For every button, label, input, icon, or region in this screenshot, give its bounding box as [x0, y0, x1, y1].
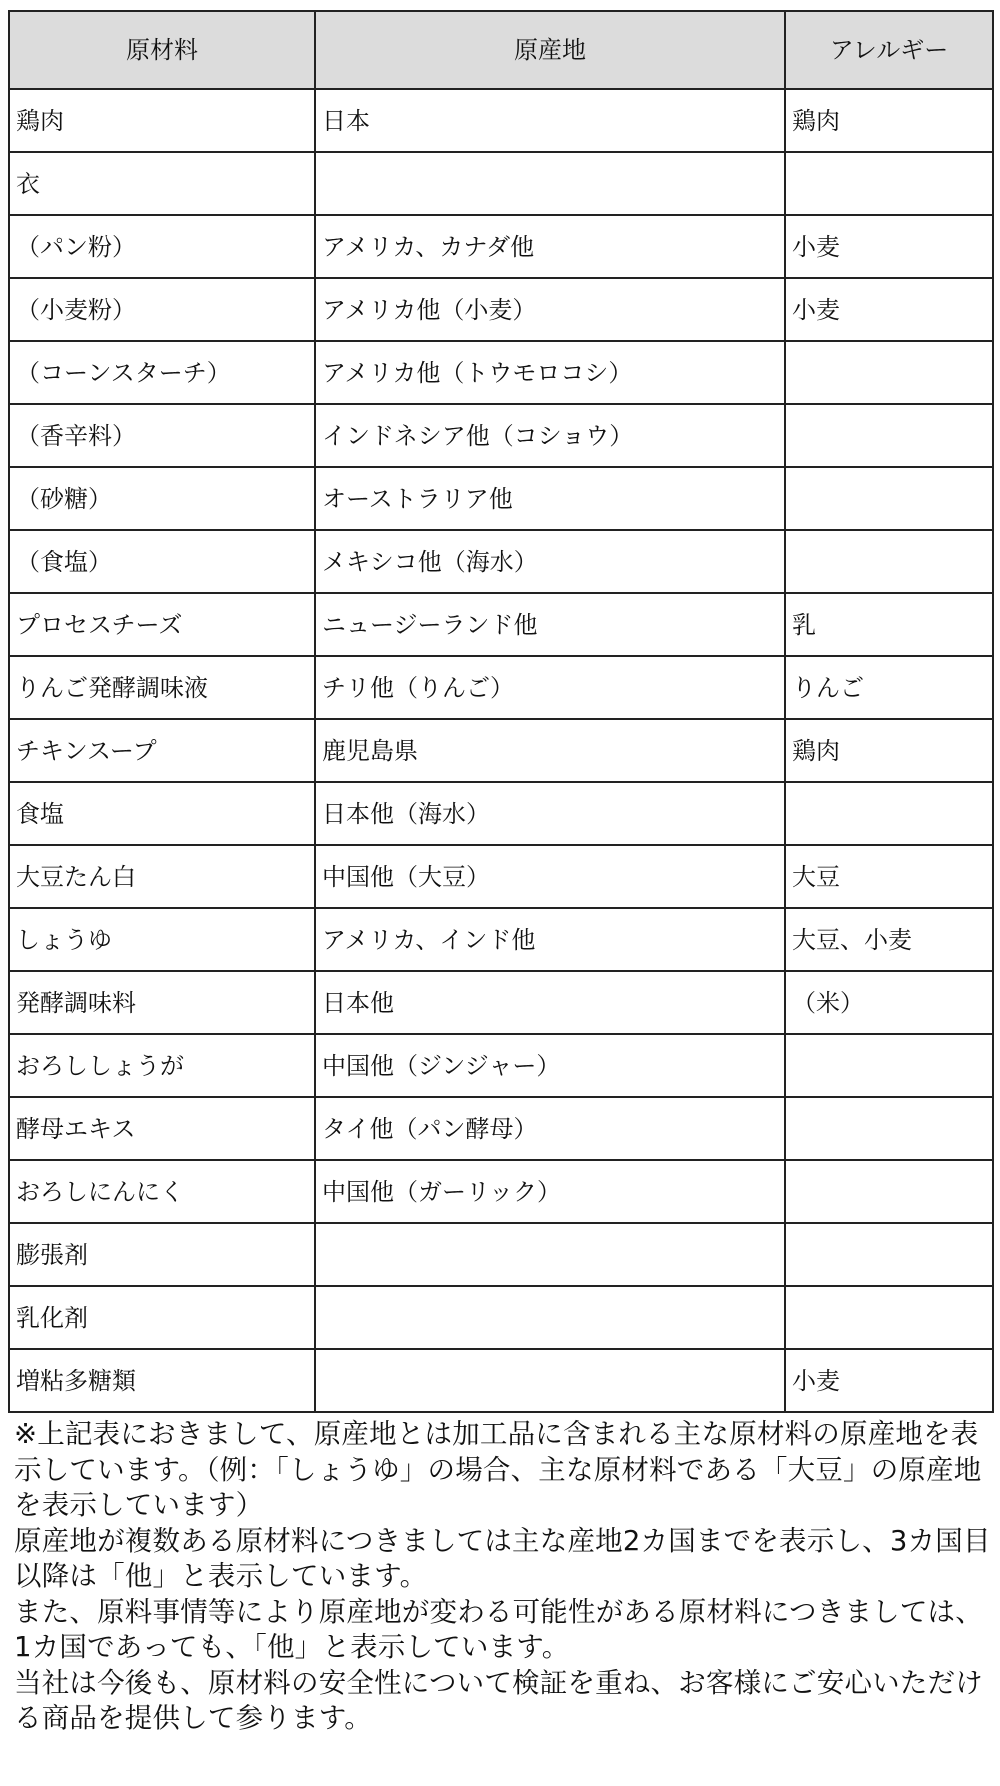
- table-row: [9, 152, 993, 215]
- origin-cell: アメリカ他（トウモロコシ）: [315, 341, 785, 404]
- ingredient-cell: おろししょうが: [9, 1034, 315, 1097]
- allergen-cell: [785, 341, 993, 404]
- note-paragraph: また、原料事情等により原産地が変わる可能性がある原材料につきましては、1カ国であっても、「他」と表示しています。: [14, 1595, 983, 1663]
- allergen-cell: 鶏肉: [785, 719, 993, 782]
- table-row: [9, 782, 993, 845]
- table-row: [9, 593, 993, 656]
- table-row: [9, 1034, 993, 1097]
- table-row: [9, 1160, 993, 1223]
- origin-cell: オーストラリア他: [315, 467, 785, 530]
- origin-cell: 鹿児島県: [315, 719, 785, 782]
- ingredient-cell: チキンスープ: [9, 719, 315, 782]
- origin-cell: 日本: [315, 89, 785, 152]
- ingredient-cell: 鶏肉: [9, 89, 315, 152]
- origin-cell: 中国他（大豆）: [315, 845, 785, 908]
- table-row: [9, 908, 993, 971]
- allergen-cell: 乳: [785, 593, 993, 656]
- ingredient-cell: 膨張剤: [9, 1223, 315, 1286]
- ingredient-cell: おろしにんにく: [9, 1160, 315, 1223]
- ingredient-origin-sheet: [8, 10, 992, 1737]
- allergen-cell: [785, 1034, 993, 1097]
- ingredient-cell: 乳化剤: [9, 1286, 315, 1349]
- ingredient-cell: 発酵調味料: [9, 971, 315, 1034]
- origin-cell: メキシコ他（海水）: [315, 530, 785, 593]
- ingredient-cell: しょうゆ: [9, 908, 315, 971]
- allergen-cell: [785, 530, 993, 593]
- header-ingredient: 原材料: [9, 11, 315, 89]
- ingredient-cell: （香辛料）: [9, 404, 315, 467]
- ingredient-cell: 増粘多糖類: [9, 1349, 315, 1412]
- allergen-cell: りんご: [785, 656, 993, 719]
- table-row: [9, 1349, 993, 1412]
- table-header-row: [9, 11, 993, 89]
- allergen-cell: （米）: [785, 971, 993, 1034]
- origin-cell: アメリカ他（小麦）: [315, 278, 785, 341]
- table-body: [9, 89, 993, 1412]
- allergen-cell: [785, 1160, 993, 1223]
- table-row: [9, 278, 993, 341]
- note-paragraph: 当社は今後も、原材料の安全性について検証を重ね、お客様にご安心いただける商品を提供して参ります。: [14, 1666, 983, 1734]
- allergen-cell: 大豆: [785, 845, 993, 908]
- allergen-cell: [785, 1097, 993, 1160]
- allergen-cell: [785, 1286, 993, 1349]
- origin-cell: アメリカ、カナダ他: [315, 215, 785, 278]
- allergen-cell: [785, 467, 993, 530]
- ingredient-origin-table: [8, 10, 994, 1413]
- allergen-cell: [785, 1223, 993, 1286]
- ingredient-cell: 衣: [9, 152, 315, 215]
- ingredient-cell: 大豆たん白: [9, 845, 315, 908]
- note-paragraph: ※上記表におきまして、原産地とは加工品に含まれる主な原材料の原産地を表示しています。（例：「しょうゆ」の場合、主な原材料である「大豆」の原産地を表示しています）: [14, 1418, 982, 1521]
- allergen-cell: 小麦: [785, 278, 993, 341]
- origin-cell: 中国他（ジンジャー）: [315, 1034, 785, 1097]
- table-row: [9, 89, 993, 152]
- ingredient-cell: （パン粉）: [9, 215, 315, 278]
- origin-cell: [315, 1349, 785, 1412]
- table-row: [9, 971, 993, 1034]
- notes-section: [8, 1417, 992, 1737]
- origin-cell: インドネシア他（コショウ）: [315, 404, 785, 467]
- table-row: [9, 215, 993, 278]
- allergen-cell: 小麦: [785, 215, 993, 278]
- allergen-cell: 大豆、小麦: [785, 908, 993, 971]
- header-allergen: アレルギー: [785, 11, 993, 89]
- origin-cell: 日本他: [315, 971, 785, 1034]
- allergen-cell: 小麦: [785, 1349, 993, 1412]
- table-row: [9, 530, 993, 593]
- origin-cell: [315, 152, 785, 215]
- origin-cell: タイ他（パン酵母）: [315, 1097, 785, 1160]
- allergen-cell: [785, 782, 993, 845]
- ingredient-cell: （コーンスターチ）: [9, 341, 315, 404]
- table-row: [9, 467, 993, 530]
- table-row: [9, 341, 993, 404]
- ingredient-cell: （小麦粉）: [9, 278, 315, 341]
- origin-cell: 中国他（ガーリック）: [315, 1160, 785, 1223]
- allergen-cell: [785, 152, 993, 215]
- allergen-cell: 鶏肉: [785, 89, 993, 152]
- header-origin: 原産地: [315, 11, 785, 89]
- ingredient-cell: プロセスチーズ: [9, 593, 315, 656]
- origin-cell: ニュージーランド他: [315, 593, 785, 656]
- note-paragraph: 原産地が複数ある原材料につきましては主な産地2カ国までを表示し、3カ国目以降は「他」と表示しています。: [14, 1524, 991, 1592]
- table-row: [9, 1223, 993, 1286]
- origin-cell: チリ他（りんご）: [315, 656, 785, 719]
- table-row: [9, 719, 993, 782]
- table-row: [9, 404, 993, 467]
- ingredient-cell: 食塩: [9, 782, 315, 845]
- table-row: [9, 656, 993, 719]
- table-row: [9, 845, 993, 908]
- ingredient-cell: りんご発酵調味液: [9, 656, 315, 719]
- allergen-cell: [785, 404, 993, 467]
- ingredient-cell: （食塩）: [9, 530, 315, 593]
- ingredient-cell: （砂糖）: [9, 467, 315, 530]
- table-row: [9, 1097, 993, 1160]
- origin-cell: 日本他（海水）: [315, 782, 785, 845]
- origin-cell: アメリカ、インド他: [315, 908, 785, 971]
- table-row: [9, 1286, 993, 1349]
- origin-cell: [315, 1223, 785, 1286]
- origin-cell: [315, 1286, 785, 1349]
- ingredient-cell: 酵母エキス: [9, 1097, 315, 1160]
